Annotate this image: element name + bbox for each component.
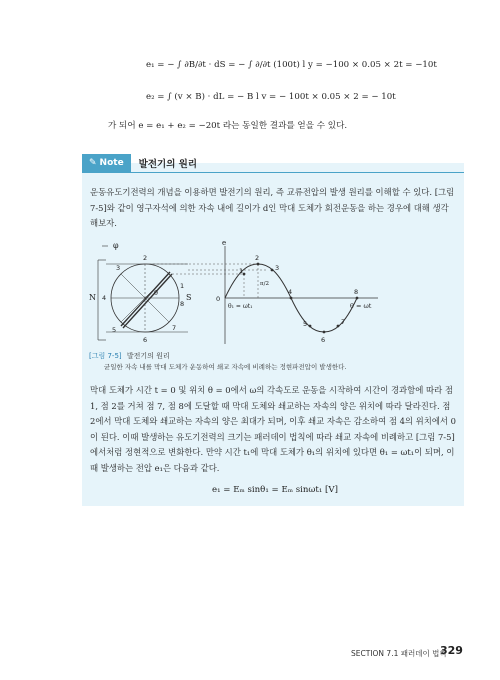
intro-line: 운동유도기전력의 개념을 이용하면 발전기의 원리, 즉 교류전압의 발생 원리를 이해할 수 있다. [그림 <box>90 187 455 197</box>
flux-label: φ <box>113 241 119 250</box>
coil-point: 6 <box>143 336 148 344</box>
note-intro <box>90 185 460 232</box>
caption-title: 발전기의 원리 <box>126 352 170 360</box>
wave-point: 7 <box>341 318 346 326</box>
coil-point: 2 <box>143 254 148 262</box>
wave-point: 2 <box>255 254 260 262</box>
wave-point: 6 <box>321 336 326 344</box>
coil-point: 4 <box>102 294 107 302</box>
caption-description: 균일한 자속 내를 막대 도체가 운동하여 쇄교 자속에 비례하는 정현파전압이 발생한다. <box>104 363 347 371</box>
intro-line: 해보자. <box>90 218 117 228</box>
angle-axis-label: θ = ωt <box>350 302 372 310</box>
coil-point: 3 <box>116 264 121 272</box>
wave-point: 8 <box>354 288 359 296</box>
wave-marker <box>309 325 312 328</box>
equation-result: 가 되어 e = e₁ + e₂ = −20t 라는 동일한 결과를 얻을 수 있다. <box>108 121 348 131</box>
wave-marker <box>337 325 340 328</box>
note-title: 발전기의 원리 <box>138 159 198 170</box>
origin-label: 0 <box>216 295 221 303</box>
pi-half-label: π/2 <box>260 281 269 287</box>
wave-marker <box>271 269 274 272</box>
wave-point: 5 <box>303 320 308 328</box>
body-line: 때 발생하는 전압 e₁은 다음과 같다. <box>90 462 220 473</box>
theta1-label: θ₁ = ωt₁ <box>228 303 253 310</box>
note-badge <box>82 154 131 172</box>
intro-line: 7-5]와 같이 영구자석에 의한 자속 내에 길이가 d인 막대 도체가 회전운동을 하는 경우에 대해 생각 <box>90 202 449 213</box>
north-label: N <box>89 293 96 302</box>
wave-marker <box>356 297 359 300</box>
final-equation: e₁ = Eₘ sinθ₁ = Eₘ sinωt₁ [V] <box>212 485 338 495</box>
page-number: 329 <box>440 644 463 657</box>
generator-figure <box>88 240 458 348</box>
wave-marker <box>290 297 293 300</box>
note-body <box>90 383 462 476</box>
equation-e2: e₂ = ∫ (v × B) · dL = − B l v = − 100t × 0.05 × 2 = − 10t <box>146 92 396 102</box>
coil-point: 8 <box>180 300 185 308</box>
coil-point: 5 <box>112 326 117 334</box>
caption-number: [그림 7-5] <box>89 352 122 360</box>
coil-point: 7 <box>172 324 177 332</box>
body-line: 1, 점 2를 거쳐 점 7, 점 8에 도달할 때 막대 도체와 쇄교하는 자속의 양은 위치에 따라 달라진다. 점 <box>90 400 451 411</box>
wave-marker <box>323 331 326 334</box>
rotating-conductor <box>121 272 170 326</box>
pencil-icon: ✎ <box>89 158 97 168</box>
note-header <box>82 153 197 173</box>
body-line: 에서처럼 정현적으로 변화한다. 만약 시간 t₁에 막대 도체가 θ₁의 위치에 있다면 θ₁ = ωt₁이 되며, 이 <box>90 447 455 457</box>
voltage-axis-label: e <box>222 240 227 247</box>
wave-point: 1 <box>239 267 244 275</box>
wave-marker <box>257 263 260 266</box>
body-line: 막대 도체가 시간 t = 0 및 위치 θ = 0에서 ω의 각속도로 운동을 시작하여 시간이 경과함에 따라 점 <box>90 385 453 395</box>
theta-label: θ <box>154 289 158 297</box>
figure-caption <box>89 351 170 361</box>
note-badge-label: Note <box>99 158 124 168</box>
wave-point: 3 <box>275 264 280 272</box>
south-label: S <box>186 293 192 302</box>
equation-e1: e₁ = − ∫ ∂B/∂t · dS = − ∫ ∂/∂t (100t) l y = −100 × 0.05 × 2t = −10t <box>146 60 437 70</box>
wave-point: 4 <box>288 288 293 296</box>
section-footer: SECTION 7.1 패러데이 법칙 <box>351 649 447 658</box>
body-line: 2에서 막대 도체와 쇄교하는 자속의 양은 최대가 되며, 이후 쇄교 자속은 감소하여 점 4의 위치에서 0 <box>90 416 457 426</box>
body-line: 이 된다. 이때 발생하는 유도기전력의 크기는 패러데이 법칙에 따라 쇄교 자속에 비례하고 [그림 7-5] <box>90 431 455 442</box>
coil-point: 1 <box>180 282 185 290</box>
